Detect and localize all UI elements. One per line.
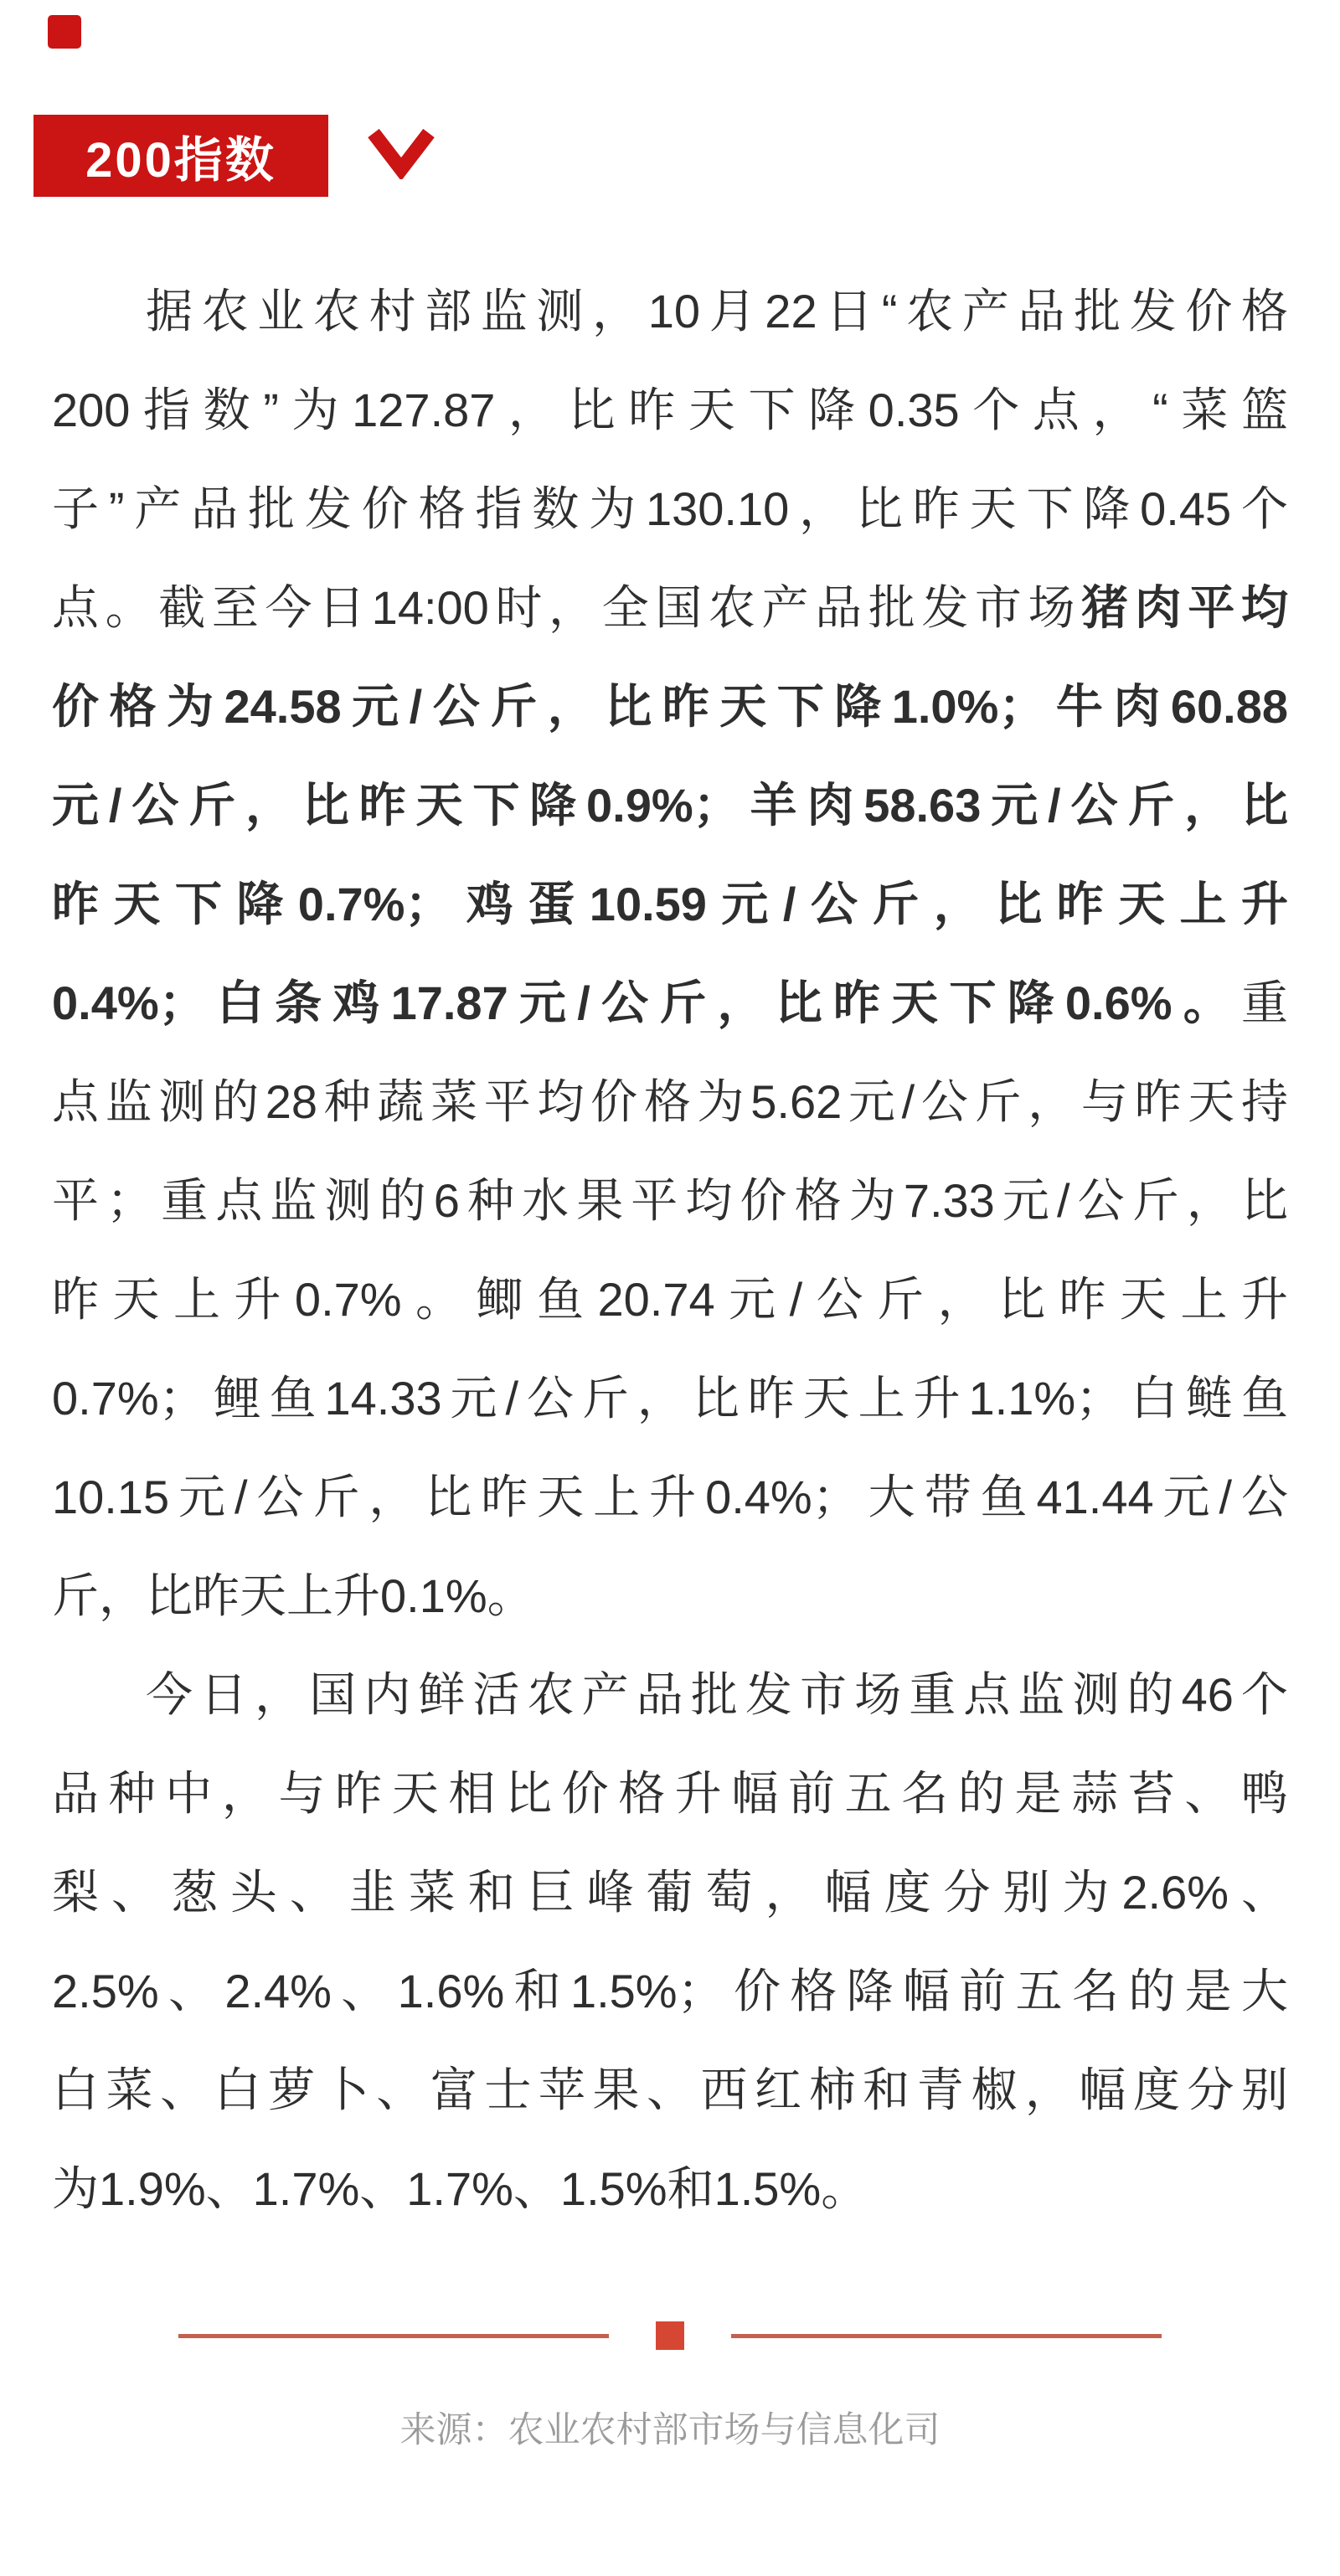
text-line: [52, 1646, 1288, 1744]
text-segment: 价格为24.58元/公斤，比昨天下降1.0%；牛肉60.88: [52, 680, 1288, 733]
text-segment: 点。截至今日14:00时，全国农产品批发市场: [52, 581, 1082, 634]
divider-line-left: [178, 2334, 609, 2338]
text-segment: 品种中，与昨天相比价格升幅前五名的是蒜苔、鸭: [52, 1767, 1288, 1820]
text-line: [52, 2140, 1288, 2239]
text-segment: 子”产品批发价格指数为130.10，比昨天下降0.45个: [52, 482, 1288, 535]
footer-divider: [0, 2321, 1340, 2351]
text-line: [52, 1942, 1288, 2041]
text-segment: 2.5%、2.4%、1.6%和1.5%；价格降幅前五名的是大: [52, 1965, 1288, 2017]
text-line: [52, 2041, 1288, 2140]
text-line: [52, 657, 1288, 756]
text-line: [52, 559, 1288, 657]
text-line: [52, 1349, 1288, 1448]
text-line: [52, 1843, 1288, 1942]
text-segment: 重: [1241, 976, 1288, 1029]
text-segment: 平；重点监测的6种水果平均价格为7.33元/公斤，比: [52, 1174, 1288, 1227]
text-segment: 梨、葱头、韭菜和巨峰葡萄，幅度分别为2.6%、: [52, 1866, 1288, 1919]
text-segment: 点监测的28种蔬菜平均价格为5.62元/公斤，与昨天持: [52, 1075, 1288, 1128]
text-line: [52, 1250, 1288, 1349]
text-segment: 斤，比昨天上升0.1%。: [52, 1569, 534, 1622]
text-line: [52, 855, 1288, 954]
source-text: 来源：农业农村部市场与信息化司: [399, 2410, 941, 2450]
text-line: [52, 1448, 1288, 1547]
text-line: [52, 1547, 1288, 1646]
text-segment: 猪肉平均: [1081, 581, 1289, 634]
text-segment: 元/公斤，比昨天下降0.9%；羊肉58.63元/公斤，比: [52, 779, 1288, 832]
text-line: [52, 1151, 1288, 1250]
text-line: [52, 954, 1288, 1053]
chevron-down-icon: [366, 127, 436, 179]
text-line: [52, 1744, 1288, 1843]
text-segment: 昨天上升0.7%。鲫鱼20.74元/公斤，比昨天上升: [52, 1273, 1288, 1326]
divider-square-icon: [656, 2321, 684, 2350]
badge-label: 200指数: [85, 133, 276, 188]
text-segment: 今日，国内鲜活农产品批发市场重点监测的46个: [146, 1668, 1288, 1721]
red-square-marker-icon: [48, 15, 81, 49]
text-line: [52, 1053, 1288, 1151]
text-segment: 0.7%；鲤鱼14.33元/公斤，比昨天上升1.1%；白鲢鱼: [52, 1372, 1288, 1425]
article-body: [52, 262, 1288, 2239]
text-segment: 0.4%；白条鸡17.87元/公斤，比昨天下降0.6%。: [52, 976, 1241, 1029]
text-segment: 为1.9%、1.7%、1.7%、1.5%和1.5%。: [52, 2162, 868, 2215]
text-line: [52, 262, 1288, 361]
text-line: [52, 756, 1288, 855]
text-segment: 200指数”为127.87，比昨天下降0.35个点，“菜篮: [52, 384, 1288, 436]
divider-line-right: [731, 2334, 1162, 2338]
text-segment: 白菜、白萝卜、富士苹果、西红柿和青椒，幅度分别: [52, 2063, 1288, 2116]
text-line: [52, 460, 1288, 559]
text-line: [52, 361, 1288, 460]
text-segment: 10.15元/公斤，比昨天上升0.4%；大带鱼41.44元/公: [52, 1471, 1288, 1523]
text-segment: 据农业农村部监测，10月22日“农产品批发价格: [146, 285, 1288, 337]
text-segment: 昨天下降0.7%；鸡蛋10.59元/公斤，比昨天上升: [52, 878, 1288, 930]
section-title-badge: [34, 115, 328, 197]
